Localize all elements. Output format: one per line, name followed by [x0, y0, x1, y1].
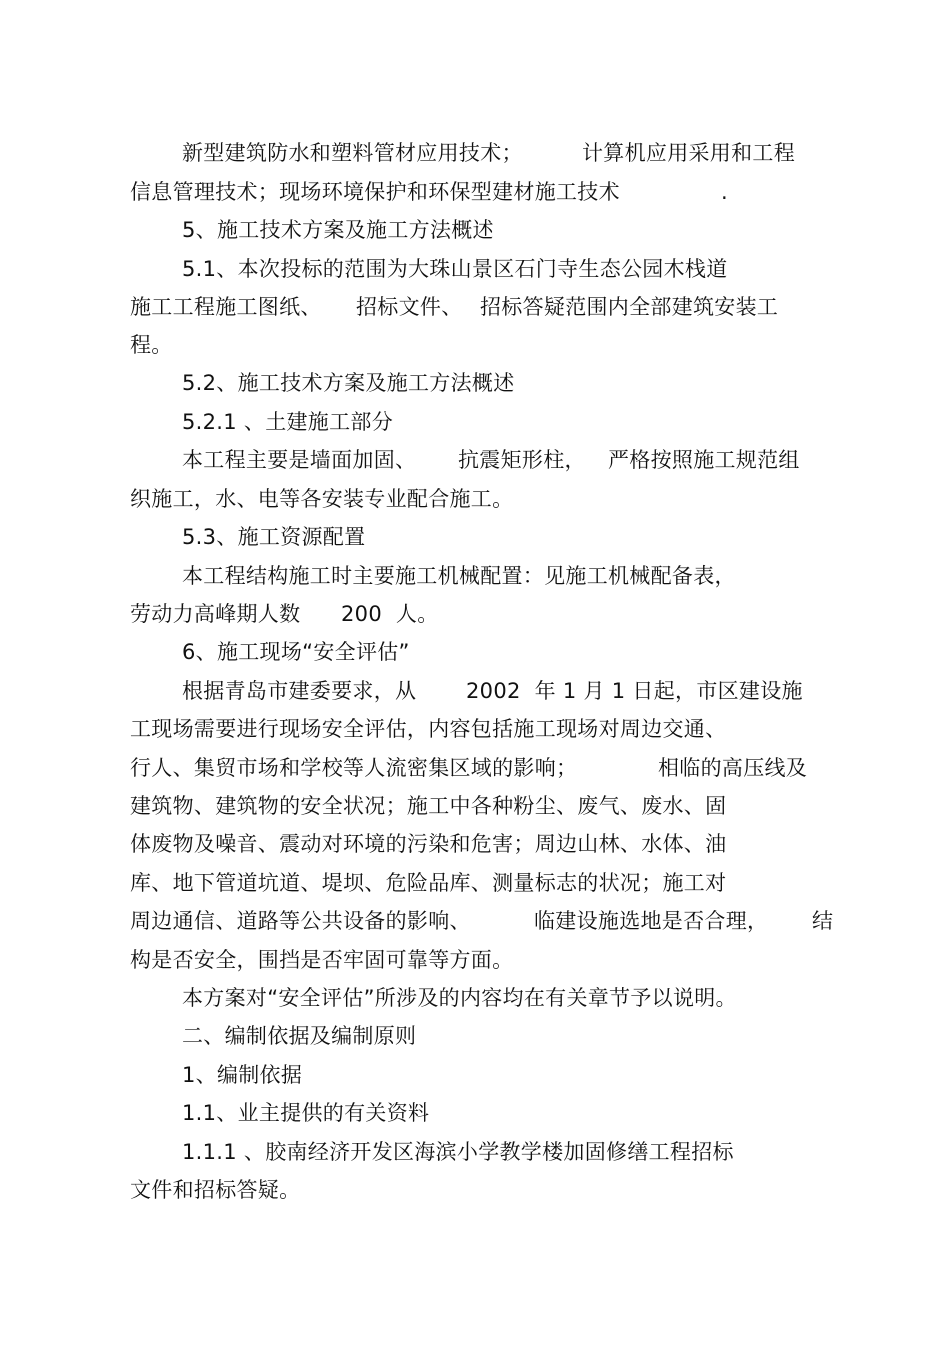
section-heading: 二、编制依据及编制原则 — [182, 1024, 417, 1048]
text-line: 织施工，水、电等各安装专业配合施工。 — [130, 487, 514, 511]
section-heading: 6、施工现场“安全评估” — [182, 640, 410, 664]
text-line: 建筑物、建筑物的安全状况；施工中各种粉尘、废气、废水、固 — [130, 794, 727, 818]
text-line: 临建设施选地是否合理， — [534, 909, 769, 933]
text-line: 2002 年 1 月 1 日起，市区建设施 — [466, 679, 803, 703]
text-line: 程。 — [130, 333, 173, 357]
text-line: 计算机应用采用和工程 — [582, 141, 795, 165]
text-line: 行人、集贸市场和学校等人流密集区域的影响； — [130, 756, 578, 780]
text-line: 招标文件、 — [356, 295, 463, 319]
text-line: 招标答疑范围内全部建筑安装工 — [480, 295, 779, 319]
text-line: 严格按照施工规范组 — [608, 448, 800, 472]
section-heading: 5.2、施工技术方案及施工方法概述 — [182, 371, 515, 395]
text-line: 信息管理技术；现场环境保护和环保型建材施工技术 — [130, 180, 620, 204]
text-line: 新型建筑防水和塑料管材应用技术； — [182, 141, 523, 165]
text-line: 体废物及噪音、震动对环境的污染和危害；周边山林、水体、油 — [130, 832, 727, 856]
section-heading: 5、施工技术方案及施工方法概述 — [182, 218, 494, 242]
text-line: 构是否安全，围挡是否牢固可靠等方面。 — [130, 948, 514, 972]
text-line: 200 人。 — [341, 602, 439, 626]
text-line: . — [721, 180, 728, 204]
text-line: 工现场需要进行现场安全评估，内容包括施工现场对周边交通、 — [130, 717, 727, 741]
section-heading: 5.3、施工资源配置 — [182, 525, 366, 549]
text-line: 劳动力高峰期人数 — [130, 602, 301, 626]
text-line: 相临的高压线及 — [658, 756, 808, 780]
text-line: 本工程结构施工时主要施工机械配置：见施工机械配备表， — [182, 564, 736, 588]
text-line: 施工工程施工图纸、 — [130, 295, 322, 319]
text-line: 抗震矩形柱， — [458, 448, 586, 472]
text-line: 本工程主要是墙面加固、 — [182, 448, 417, 472]
text-line: 本方案对“安全评估”所涉及的内容均在有关章节予以说明。 — [182, 986, 737, 1010]
text-line: 周边通信、道路等公共设备的影响、 — [130, 909, 471, 933]
text-line: 库、地下管道坑道、堤坝、危险品库、测量标志的状况；施工对 — [130, 871, 727, 895]
text-line: 5.1、本次投标的范围为大珠山景区石门寺生态公园木栈道 — [182, 257, 728, 281]
text-line: 1.1.1 、胶南经济开发区海滨小学教学楼加固修缮工程招标 — [182, 1140, 734, 1164]
section-heading: 1、编制依据 — [182, 1063, 303, 1087]
text-line: 结 — [812, 909, 834, 933]
text-line: 文件和招标答疑。 — [130, 1178, 301, 1202]
text-line: 根据青岛市建委要求，从 — [182, 679, 417, 703]
section-heading: 5.2.1 、土建施工部分 — [182, 410, 394, 434]
section-heading: 1.1、业主提供的有关资料 — [182, 1101, 430, 1125]
